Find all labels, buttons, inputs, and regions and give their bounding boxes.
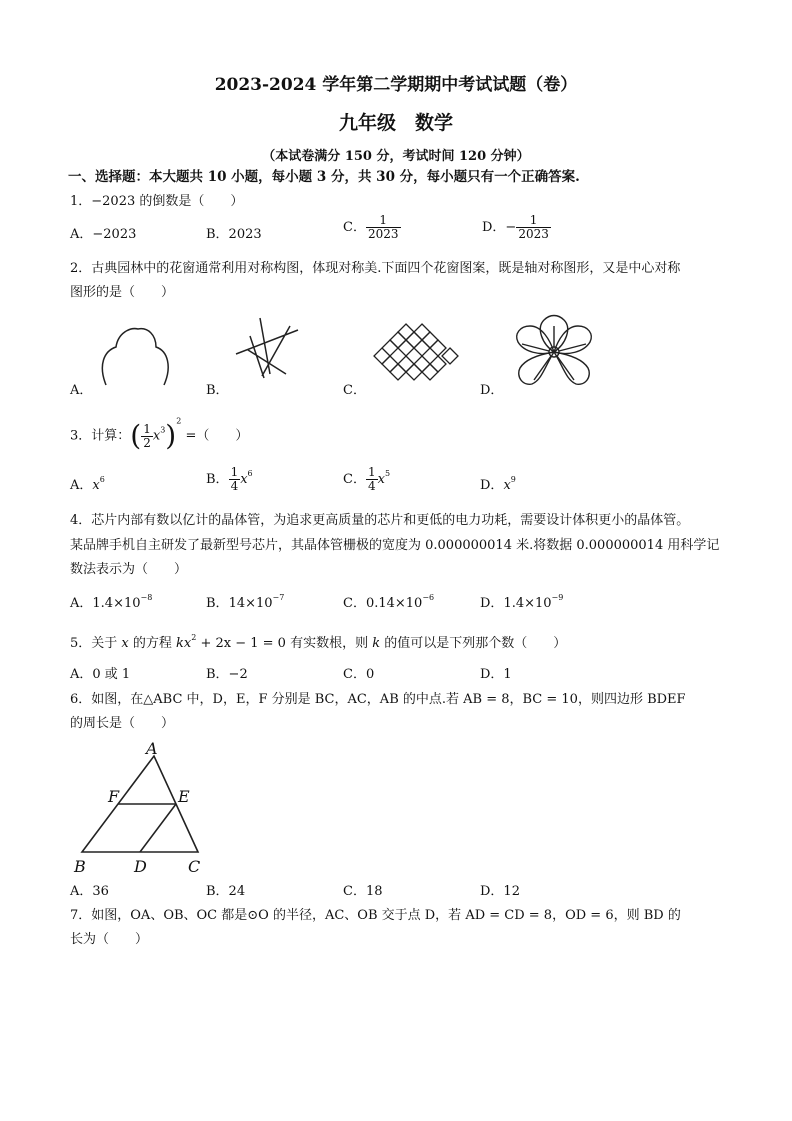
q4-d-exp: −9 [551,593,564,602]
q3-option-b [206,466,253,493]
q3-b-label: B． [206,472,229,487]
q6-line1: 6．如图，在△ABC 中，D，E，F 分别是 BC，AC，AB 的中点.若 AB = 8，BC = 10，则四边形 BDEF [70,692,686,707]
q3-outer-exp: 2 [176,416,182,426]
q7-line2: 长为（ ） [70,932,149,947]
label-d: D [134,857,147,876]
q3-c-num: 1 [367,465,376,479]
q4-option-c [343,593,435,612]
q3-d-var: x [503,478,511,493]
q7-line1: 7．如图，OA、OB、OC 都是⊙O 的半径，AC、OB 交于点 D，若 AD = CD = 8，OD = 6，则 BD 的 [70,908,681,923]
q6-option-b: B．24 [206,884,246,899]
q3-c-var: x [377,472,385,487]
q2-option-a: A． [70,383,93,398]
section-heading: 一、选择题：本大题共 10 小题，每小题 3 分，共 30 分，每小题只有一个正确答案. [68,169,580,185]
q3-b-den: 4 [230,479,239,493]
q1-option-c [343,214,401,241]
q1-d-den: 2023 [518,227,549,241]
q3-b-exp: 6 [247,469,253,478]
q4-b-label: B． [206,596,229,611]
q4-line1: 4．芯片内部有数以亿计的晶体管，为追求更高质量的芯片和更低的电力功耗，需要设计体积更小的晶体管。 [70,513,690,528]
label-f: F [108,787,120,806]
q5-p3: 有实数根，则 [285,636,373,651]
q3-suffix: =（ ） [185,428,249,444]
q5-p1: 5．关于 [70,636,122,651]
q2-figure-c [372,320,460,390]
q3-fraction [141,423,153,450]
q4-b-exp: −7 [272,593,285,602]
q6-line2: 的周长是（ ） [70,716,175,731]
q3-d-exp: 9 [510,475,516,484]
q5-eq-k: kx [176,636,192,651]
q1-option-d [482,214,551,241]
exam-note: （本试卷满分 150 分，考试时间 120 分钟） [262,149,530,164]
q4-c-label: C． [343,596,366,611]
q5-option-a: A．0 或 1 [70,667,131,682]
q5-eq-rest: + 2x − 1 = 0 [196,636,286,651]
q3-a-exp: 6 [99,475,105,484]
label-c: C [188,857,201,876]
q2-line1: 2．古典园林中的花窗通常利用对称构图，体现对称美.下面四个花窗图案，既是轴对称图形，又是中心对称 [70,261,681,276]
q4-option-d [480,593,564,612]
q3-var: x [152,428,161,444]
q2-option-c: C． [343,383,366,398]
exam-title: 2023-2024 学年第二学期期中考试试题（卷） [214,75,578,95]
q5-option-c: C．0 [343,667,375,682]
q1-option-b: B．2023 [206,227,262,242]
q5-x: x [121,636,129,651]
q1-c-label: C． [343,220,366,235]
q1-option-a: A．−2023 [70,227,137,242]
q6-option-a: A．36 [70,884,109,899]
q2-figure-d [512,314,596,390]
q3-c-label: C． [343,472,366,487]
q3-prefix: 3．计算： [70,428,131,444]
label-a: A [146,739,158,758]
q4-d-base: 1.4×10 [503,596,552,611]
q3-b-fraction [229,466,241,493]
q6-option-d: D．12 [480,884,520,899]
q3-option-a [70,475,105,494]
q1-c-fraction [366,214,401,241]
q5-p4: 的值可以是下列那个数（ ） [380,636,567,651]
q6-triangle-figure [72,738,212,880]
q3-a-var: x [92,478,100,493]
q3-den: 2 [143,435,151,450]
q3-stem [70,416,249,453]
label-b: B [74,857,86,876]
q4-b-base: 14×10 [228,596,273,611]
q3-inner-exp: 3 [160,425,166,435]
segment-de [140,804,176,852]
q1-d-num: 1 [516,214,551,228]
q2-figure-b [230,316,310,386]
q3-d-label: D． [480,478,504,493]
q3-c-fraction [366,466,378,493]
q4-c-base: 0.14×10 [365,596,423,611]
q6-option-c: C．18 [343,884,383,899]
exam-subtitle: 九年级 数学 [338,112,453,134]
q2-figure-a [98,325,172,389]
q5-eq-exp: 2 [191,633,197,642]
q4-d-label: D． [480,596,504,611]
q3-c-exp: 5 [384,469,391,478]
q3-b-num: 1 [230,465,239,479]
q2-option-d: D． [480,383,504,398]
q3-b-var: x [240,472,248,487]
q3-c-den: 4 [367,479,376,493]
q4-a-base: 1.4×10 [92,596,141,611]
q1-c-den: 2023 [367,227,399,241]
q5-k: k [372,636,381,651]
q2-line2: 图形的是（ ） [70,285,175,300]
q3-num: 1 [143,421,151,436]
q1-d-fraction [516,214,551,241]
q5-stem [70,633,567,652]
q4-option-a [70,593,153,612]
q5-p2: 的方程 [128,636,177,651]
q3-option-d [480,475,516,494]
q1-d-label: D．− [482,220,517,235]
label-e: E [178,787,190,806]
q3-a-label: A． [70,478,93,493]
q4-option-b [206,593,285,612]
q4-a-label: A． [70,596,93,611]
q5-option-b: B．−2 [206,667,248,682]
q2-option-b: B． [206,383,229,398]
q3-right-paren: ) [165,419,177,452]
q4-line3: 数法表示为（ ） [70,562,188,577]
q3-option-c [343,466,390,493]
q1-stem: 1．−2023 的倒数是（ ） [70,194,244,209]
q5-option-d: D．1 [480,667,512,682]
q4-a-exp: −8 [140,593,153,602]
q1-c-num: 1 [366,214,401,228]
q4-line2: 某品牌手机自主研发了最新型号芯片，其晶体管栅极的宽度为 0.000000014 米.将数据 0.000000014 用科学记 [70,538,720,553]
q3-left-paren: ( [130,419,142,452]
q4-c-exp: −6 [422,593,435,602]
